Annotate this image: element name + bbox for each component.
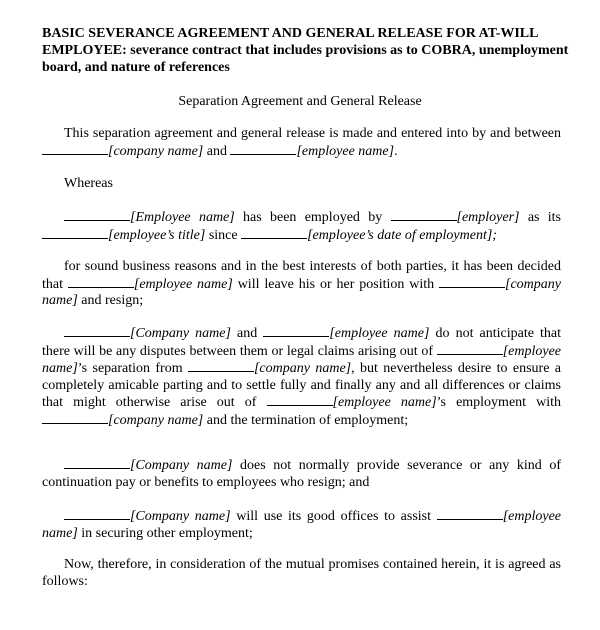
blank-line [263, 325, 329, 337]
recital-assistance [42, 508, 561, 542]
placeholder-field: [Company name] [130, 458, 233, 473]
blank-line [64, 325, 130, 337]
recital-disputes [42, 325, 561, 430]
blank-line [241, 227, 307, 239]
placeholder-field: [Company name] [130, 326, 231, 341]
placeholder-field: [Company name] [130, 509, 231, 524]
paragraph-text: , but nevertheless desire to ensure a completely amicable parting and to settle fully and finally any and all differences or claims that might otherwise arise out of [42, 361, 561, 411]
paragraph-text: and the termination of employment; [203, 412, 409, 428]
blank-line [42, 227, 108, 239]
blank-line [64, 209, 130, 221]
agreement-clause: Now, therefore, in consideration of the mutual promises contained herein, it is agreed as follows: [42, 557, 561, 589]
paragraph-text: since [205, 227, 242, 243]
blank-line [437, 343, 503, 355]
paragraph-text: does not normally provide severance or any kind of continuation pay or benefits to employees who resign; and [42, 458, 561, 490]
placeholder-field: [employee name] [42, 509, 561, 541]
blank-line [68, 276, 134, 288]
placeholder-field: [employee name] [133, 276, 233, 292]
paragraph-text: and [230, 326, 264, 341]
paragraph-intro [42, 126, 561, 160]
placeholder-field: [employee’s date of employment]; [307, 227, 497, 243]
paragraph-text: ’s employment with [436, 395, 562, 411]
recital-severance [42, 457, 561, 491]
blank-line [439, 276, 505, 288]
recital-resignation [42, 259, 561, 310]
placeholder-field: [company name] [42, 276, 561, 309]
placeholder-field: [company name] [108, 412, 204, 428]
placeholder-field: [employer] [456, 210, 520, 225]
blank-line [267, 394, 333, 406]
blank-line [437, 508, 503, 520]
placeholder-field: [employee name] [42, 343, 561, 377]
paragraph-text: as its [519, 210, 562, 225]
placeholder-field: [employee name] [329, 326, 430, 341]
paragraph-text: and [203, 143, 231, 159]
paragraph-text: ’s separation from [77, 361, 188, 377]
placeholder-field: [employee name] [332, 395, 437, 411]
blank-line [188, 360, 254, 372]
paragraph-text: has been employed by [234, 210, 391, 225]
placeholder-field: [Employee name] [130, 210, 235, 225]
placeholder-field: [company name] [253, 361, 352, 377]
paragraph-text: and resign; [77, 293, 144, 309]
blank-line [42, 412, 108, 424]
blank-line [42, 143, 108, 155]
document-subtitle: Separation Agreement and General Release [178, 94, 422, 109]
placeholder-field: [employee’s title] [108, 227, 206, 243]
paragraph-text: do not anticipate that there will be any disputes between them or legal claims arising out of [42, 326, 561, 359]
recital-employment [42, 209, 561, 244]
paragraph-text: This separation agreement and general release is made and entered into by and between [64, 126, 561, 141]
paragraph-text: in securing other employment; [77, 525, 253, 541]
blank-line [230, 143, 296, 155]
paragraph-text: will use its good offices to assist [230, 509, 437, 524]
whereas-heading: Whereas [64, 176, 113, 191]
placeholder-field: [company name] [108, 143, 204, 159]
placeholder-field: [employee name] [296, 143, 395, 159]
blank-line [391, 209, 457, 221]
paragraph-text: will leave his or her position with [232, 276, 439, 292]
paragraph-text: . [394, 143, 398, 159]
document-title: BASIC SEVERANCE AGREEMENT AND GENERAL RELEASE FOR AT-WILL EMPLOYEE: severance contract that includes provisions as to COBRA, unemployment board, and nature of references [42, 26, 569, 75]
blank-line [64, 457, 130, 469]
blank-line [64, 508, 130, 520]
paragraph-text: for sound business reasons and in the best interests of both parties, it has been decided that [42, 259, 561, 292]
